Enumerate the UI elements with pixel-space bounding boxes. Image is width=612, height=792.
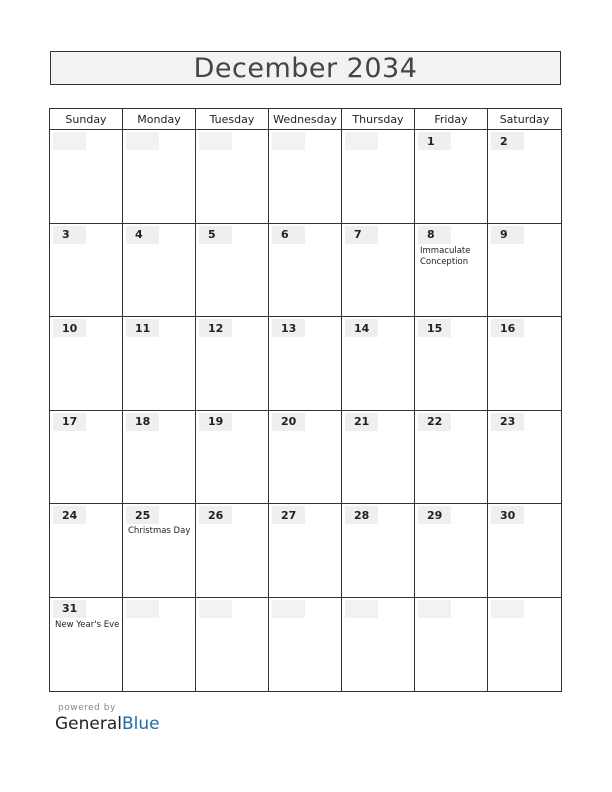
day-number: 8: [418, 226, 451, 244]
calendar-grid: [49, 108, 562, 692]
day-cell: [123, 130, 196, 224]
day-cell: [269, 317, 342, 411]
holiday-label: Christmas Day: [128, 526, 191, 536]
day-cell: [196, 598, 269, 692]
day-cell: [415, 317, 488, 411]
day-cell: [415, 411, 488, 505]
day-cell: [415, 130, 488, 224]
day-cell: [415, 224, 488, 318]
day-cell: [342, 317, 415, 411]
day-cell: [50, 598, 123, 692]
day-number: 12: [199, 319, 232, 337]
day-number: 2: [491, 132, 524, 150]
weekday-header-thursday: Thursday: [342, 109, 415, 130]
day-cell: [50, 224, 123, 318]
day-cell: [196, 504, 269, 598]
day-number: 4: [126, 226, 159, 244]
empty-day-number: [272, 600, 305, 618]
empty-day-number: [199, 132, 232, 150]
day-cell: [269, 224, 342, 318]
powered-by-text: powered by: [58, 703, 116, 713]
day-cell: [269, 130, 342, 224]
generalblue-logo: [55, 714, 160, 734]
weekday-header-saturday: Saturday: [488, 109, 561, 130]
holiday-label: Immaculate Conception: [420, 245, 471, 267]
day-cell: [50, 130, 123, 224]
calendar-title: December 2034: [193, 52, 418, 84]
day-cell: [123, 504, 196, 598]
day-cell: [196, 411, 269, 505]
day-cell: [269, 411, 342, 505]
day-number: 17: [53, 413, 86, 431]
day-cell: [488, 504, 561, 598]
logo-general: General: [55, 714, 122, 734]
weekday-header-sunday: Sunday: [50, 109, 123, 130]
day-cell: [123, 224, 196, 318]
day-number: 21: [345, 413, 378, 431]
day-number: 14: [345, 319, 378, 337]
empty-day-number: [345, 132, 378, 150]
day-cell: [269, 504, 342, 598]
day-number: 3: [53, 226, 86, 244]
day-cell: [488, 598, 561, 692]
weekday-header-monday: Monday: [123, 109, 196, 130]
day-cell: [342, 130, 415, 224]
day-number: 11: [126, 319, 159, 337]
day-number: 13: [272, 319, 305, 337]
weekday-header-friday: Friday: [415, 109, 488, 130]
day-cell: [342, 598, 415, 692]
day-number: 5: [199, 226, 232, 244]
day-cell: [196, 317, 269, 411]
empty-day-number: [53, 132, 86, 150]
day-number: 25: [126, 506, 159, 524]
empty-day-number: [272, 132, 305, 150]
day-number: 31: [53, 600, 86, 618]
empty-day-number: [126, 600, 159, 618]
day-number: 10: [53, 319, 86, 337]
day-cell: [123, 598, 196, 692]
weekday-header-tuesday: Tuesday: [196, 109, 269, 130]
day-number: 15: [418, 319, 451, 337]
calendar-title-box: [50, 51, 561, 85]
empty-day-number: [345, 600, 378, 618]
day-number: 30: [491, 506, 524, 524]
day-cell: [123, 411, 196, 505]
day-number: 16: [491, 319, 524, 337]
day-number: 20: [272, 413, 305, 431]
empty-day-number: [199, 600, 232, 618]
day-number: 27: [272, 506, 305, 524]
day-cell: [488, 411, 561, 505]
day-number: 7: [345, 226, 378, 244]
day-number: 23: [491, 413, 524, 431]
day-number: 9: [491, 226, 524, 244]
empty-day-number: [418, 600, 451, 618]
day-cell: [415, 598, 488, 692]
day-cell: [342, 224, 415, 318]
day-cell: [196, 224, 269, 318]
day-number: 22: [418, 413, 451, 431]
day-cell: [196, 130, 269, 224]
day-cell: [488, 317, 561, 411]
day-cell: [50, 504, 123, 598]
day-number: 24: [53, 506, 86, 524]
day-cell: [342, 504, 415, 598]
day-number: 6: [272, 226, 305, 244]
day-cell: [415, 504, 488, 598]
empty-day-number: [491, 600, 524, 618]
day-number: 28: [345, 506, 378, 524]
empty-day-number: [126, 132, 159, 150]
day-cell: [123, 317, 196, 411]
day-cell: [488, 224, 561, 318]
day-cell: [50, 317, 123, 411]
day-number: 1: [418, 132, 451, 150]
day-cell: [269, 598, 342, 692]
day-number: 19: [199, 413, 232, 431]
day-number: 26: [199, 506, 232, 524]
day-number: 29: [418, 506, 451, 524]
day-number: 18: [126, 413, 159, 431]
logo-blue: Blue: [122, 714, 160, 734]
day-cell: [342, 411, 415, 505]
weekday-header-wednesday: Wednesday: [269, 109, 342, 130]
day-cell: [488, 130, 561, 224]
holiday-label: New Year's Eve: [55, 619, 120, 630]
day-cell: [50, 411, 123, 505]
